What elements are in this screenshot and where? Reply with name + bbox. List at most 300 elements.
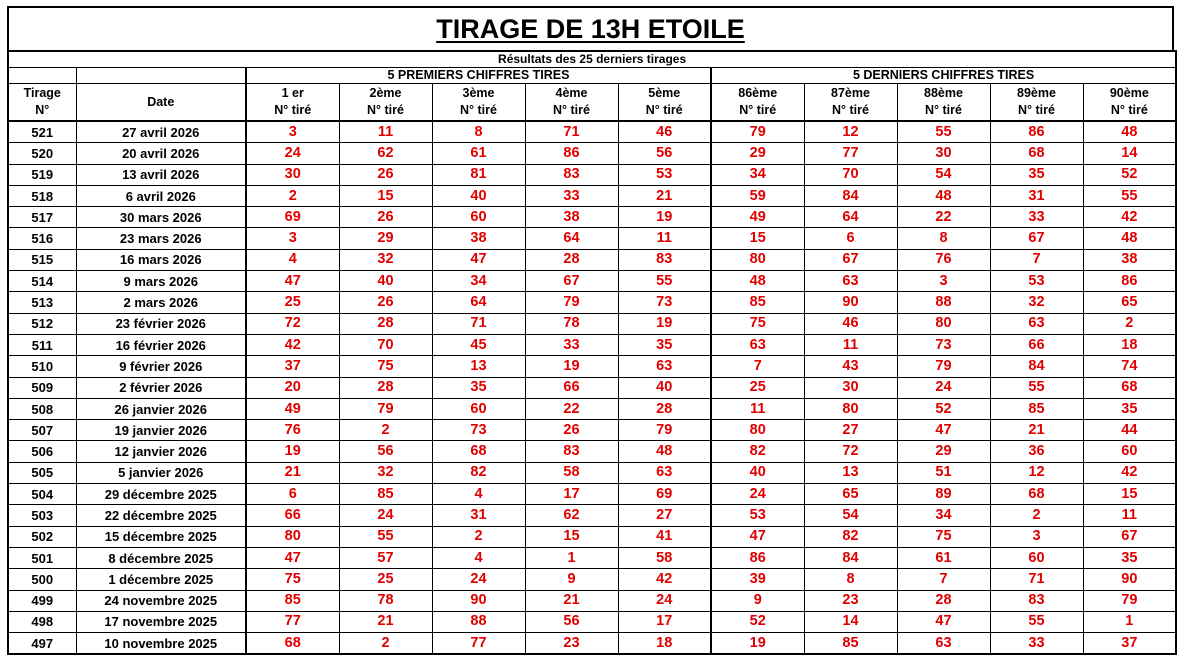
drawn-number: 47 (432, 249, 525, 270)
drawn-number: 21 (618, 185, 711, 206)
tirage-number: 500 (8, 569, 76, 590)
drawn-number: 24 (897, 377, 990, 398)
header-col-rank: 90ème (1109, 86, 1149, 100)
drawn-number: 21 (990, 420, 1083, 441)
tirage-number: 507 (8, 420, 76, 441)
drawn-number: 90 (804, 292, 897, 313)
draw-date: 19 janvier 2026 (76, 420, 246, 441)
drawn-number: 88 (432, 611, 525, 632)
table-row (8, 526, 1176, 547)
draw-date: 26 janvier 2026 (76, 398, 246, 419)
drawn-number: 53 (711, 505, 804, 526)
drawn-number: 56 (339, 441, 432, 462)
drawn-number: 36 (990, 441, 1083, 462)
drawn-number: 86 (990, 121, 1083, 143)
drawn-number: 40 (432, 185, 525, 206)
tirage-number: 499 (8, 590, 76, 611)
drawn-number: 63 (618, 462, 711, 483)
drawn-number: 13 (804, 462, 897, 483)
draw-date: 22 décembre 2025 (76, 505, 246, 526)
drawn-number: 83 (618, 249, 711, 270)
table-row (8, 377, 1176, 398)
group-first-five: 5 PREMIERS CHIFFRES TIRES (246, 68, 711, 84)
drawn-number: 48 (1083, 228, 1176, 249)
drawn-number: 7 (711, 356, 804, 377)
table-row (8, 356, 1176, 377)
draw-date: 8 décembre 2025 (76, 547, 246, 568)
drawn-number: 65 (804, 484, 897, 505)
draw-date: 23 mars 2026 (76, 228, 246, 249)
drawn-number: 72 (246, 313, 339, 334)
drawn-number: 2 (990, 505, 1083, 526)
drawn-number: 79 (525, 292, 618, 313)
drawn-number: 58 (525, 462, 618, 483)
drawn-number: 39 (711, 569, 804, 590)
drawn-number: 29 (711, 143, 804, 164)
drawn-number: 75 (339, 356, 432, 377)
drawn-number: 55 (897, 121, 990, 143)
drawn-number: 76 (246, 420, 339, 441)
header-col-label: N° tiré (739, 103, 777, 117)
table-row (8, 249, 1176, 270)
table-row (8, 271, 1176, 292)
drawn-number: 17 (525, 484, 618, 505)
header-col-7 (804, 84, 897, 122)
group-last-five: 5 DERNIERS CHIFFRES TIRES (711, 68, 1176, 84)
drawn-number: 29 (897, 441, 990, 462)
drawn-number: 69 (246, 207, 339, 228)
drawn-number: 33 (990, 207, 1083, 228)
drawn-number: 11 (1083, 505, 1176, 526)
drawn-number: 32 (339, 462, 432, 483)
drawn-number: 37 (1083, 633, 1176, 655)
drawn-number: 64 (804, 207, 897, 228)
table-row (8, 334, 1176, 355)
draw-date: 12 janvier 2026 (76, 441, 246, 462)
tirage-number: 521 (8, 121, 76, 143)
draw-date: 9 mars 2026 (76, 271, 246, 292)
drawn-number: 26 (339, 292, 432, 313)
drawn-number: 63 (618, 356, 711, 377)
drawn-number: 77 (246, 611, 339, 632)
header-col-rank: 1 er (281, 86, 304, 100)
drawn-number: 85 (804, 633, 897, 655)
drawn-number: 70 (804, 164, 897, 185)
drawn-number: 85 (246, 590, 339, 611)
drawn-number: 19 (525, 356, 618, 377)
drawn-number: 21 (525, 590, 618, 611)
drawn-number: 63 (711, 334, 804, 355)
drawn-number: 3 (897, 271, 990, 292)
draw-date: 17 novembre 2025 (76, 611, 246, 632)
drawn-number: 77 (804, 143, 897, 164)
drawn-number: 12 (804, 121, 897, 143)
drawn-number: 53 (990, 271, 1083, 292)
tirage-number: 514 (8, 271, 76, 292)
drawn-number: 84 (804, 185, 897, 206)
drawn-number: 66 (990, 334, 1083, 355)
tirage-number: 513 (8, 292, 76, 313)
drawn-number: 68 (432, 441, 525, 462)
header-col-label: N° tiré (274, 103, 312, 117)
drawn-number: 62 (339, 143, 432, 164)
table-row (8, 121, 1176, 143)
column-header-row (8, 84, 1176, 122)
drawn-number: 75 (711, 313, 804, 334)
table-row (8, 569, 1176, 590)
drawn-number: 2 (432, 526, 525, 547)
table-row (8, 207, 1176, 228)
table-row (8, 185, 1176, 206)
drawn-number: 9 (711, 590, 804, 611)
tirage-number: 505 (8, 462, 76, 483)
drawn-number: 42 (1083, 207, 1176, 228)
drawn-number: 85 (990, 398, 1083, 419)
subtitle-row (8, 51, 1176, 68)
drawn-number: 70 (339, 334, 432, 355)
drawn-number: 32 (990, 292, 1083, 313)
drawn-number: 28 (618, 398, 711, 419)
drawn-number: 32 (339, 249, 432, 270)
drawn-number: 24 (339, 505, 432, 526)
draw-date: 2 février 2026 (76, 377, 246, 398)
drawn-number: 60 (990, 547, 1083, 568)
drawn-number: 42 (246, 334, 339, 355)
drawn-number: 46 (804, 313, 897, 334)
drawn-number: 25 (711, 377, 804, 398)
subtitle: Résultats des 25 derniers tirages (8, 51, 1176, 68)
drawn-number: 63 (990, 313, 1083, 334)
header-col-rank: 5ème (648, 86, 681, 100)
table-row (8, 441, 1176, 462)
header-date: Date (76, 84, 246, 122)
drawn-number: 31 (432, 505, 525, 526)
drawn-number: 46 (618, 121, 711, 143)
drawn-number: 73 (897, 334, 990, 355)
header-col-1 (246, 84, 339, 122)
drawn-number: 40 (618, 377, 711, 398)
page-title-box (7, 6, 1174, 50)
drawn-number: 47 (246, 547, 339, 568)
drawn-number: 47 (711, 526, 804, 547)
drawn-number: 29 (339, 228, 432, 249)
drawn-number: 47 (246, 271, 339, 292)
drawn-number: 79 (897, 356, 990, 377)
tirage-number: 516 (8, 228, 76, 249)
drawn-number: 26 (339, 164, 432, 185)
drawn-number: 13 (432, 356, 525, 377)
drawn-number: 83 (990, 590, 1083, 611)
drawn-number: 35 (1083, 398, 1176, 419)
drawn-number: 19 (711, 633, 804, 655)
drawn-number: 78 (525, 313, 618, 334)
drawn-number: 1 (525, 547, 618, 568)
drawn-number: 56 (618, 143, 711, 164)
drawn-number: 19 (618, 207, 711, 228)
table-row (8, 313, 1176, 334)
tirage-number: 519 (8, 164, 76, 185)
drawn-number: 14 (1083, 143, 1176, 164)
drawn-number: 68 (246, 633, 339, 655)
drawn-number: 82 (711, 441, 804, 462)
drawn-number: 40 (339, 271, 432, 292)
draw-date: 1 décembre 2025 (76, 569, 246, 590)
drawn-number: 64 (432, 292, 525, 313)
header-col-8 (897, 84, 990, 122)
header-col-label: N° tiré (645, 103, 683, 117)
drawn-number: 78 (339, 590, 432, 611)
drawn-number: 26 (339, 207, 432, 228)
results-sheet (7, 6, 1174, 655)
drawn-number: 73 (432, 420, 525, 441)
draw-date: 6 avril 2026 (76, 185, 246, 206)
drawn-number: 84 (990, 356, 1083, 377)
drawn-number: 19 (618, 313, 711, 334)
drawn-number: 48 (1083, 121, 1176, 143)
drawn-number: 75 (897, 526, 990, 547)
drawn-number: 17 (618, 611, 711, 632)
table-row (8, 292, 1176, 313)
tirage-number: 498 (8, 611, 76, 632)
tirage-number: 502 (8, 526, 76, 547)
drawn-number: 82 (804, 526, 897, 547)
drawn-number: 60 (432, 398, 525, 419)
table-row (8, 164, 1176, 185)
tirage-number: 511 (8, 334, 76, 355)
draw-date: 13 avril 2026 (76, 164, 246, 185)
tirage-number: 506 (8, 441, 76, 462)
drawn-number: 51 (897, 462, 990, 483)
drawn-number: 86 (525, 143, 618, 164)
drawn-number: 83 (525, 441, 618, 462)
drawn-number: 67 (525, 271, 618, 292)
drawn-number: 89 (897, 484, 990, 505)
drawn-number: 28 (525, 249, 618, 270)
table-row (8, 228, 1176, 249)
drawn-number: 21 (339, 611, 432, 632)
drawn-number: 43 (804, 356, 897, 377)
tirage-number: 508 (8, 398, 76, 419)
drawn-number: 53 (618, 164, 711, 185)
drawn-number: 33 (525, 185, 618, 206)
drawn-number: 8 (897, 228, 990, 249)
table-row (8, 462, 1176, 483)
header-col-rank: 88ème (924, 86, 963, 100)
drawn-number: 15 (1083, 484, 1176, 505)
drawn-number: 63 (804, 271, 897, 292)
drawn-number: 60 (1083, 441, 1176, 462)
drawn-number: 2 (339, 420, 432, 441)
drawn-number: 25 (339, 569, 432, 590)
drawn-number: 30 (246, 164, 339, 185)
drawn-number: 11 (618, 228, 711, 249)
group-empty-cell (76, 68, 246, 84)
drawn-number: 57 (339, 547, 432, 568)
drawn-number: 85 (711, 292, 804, 313)
drawn-number: 38 (1083, 249, 1176, 270)
drawn-number: 66 (525, 377, 618, 398)
drawn-number: 49 (711, 207, 804, 228)
drawn-number: 2 (1083, 313, 1176, 334)
drawn-number: 80 (804, 398, 897, 419)
drawn-number: 14 (804, 611, 897, 632)
table-row (8, 143, 1176, 164)
header-col-label: N° tiré (553, 103, 590, 117)
header-col-5 (618, 84, 711, 122)
header-col-4 (525, 84, 618, 122)
draw-date: 16 mars 2026 (76, 249, 246, 270)
drawn-number: 67 (990, 228, 1083, 249)
drawn-number: 66 (246, 505, 339, 526)
tirage-number: 515 (8, 249, 76, 270)
drawn-number: 12 (990, 462, 1083, 483)
draw-date: 16 février 2026 (76, 334, 246, 355)
drawn-number: 20 (246, 377, 339, 398)
drawn-number: 60 (432, 207, 525, 228)
drawn-number: 75 (246, 569, 339, 590)
drawn-number: 28 (897, 590, 990, 611)
drawn-number: 54 (897, 164, 990, 185)
drawn-number: 68 (1083, 377, 1176, 398)
tirage-number: 510 (8, 356, 76, 377)
drawn-number: 47 (897, 420, 990, 441)
drawn-number: 34 (432, 271, 525, 292)
table-row (8, 420, 1176, 441)
drawn-number: 79 (711, 121, 804, 143)
drawn-number: 49 (246, 398, 339, 419)
drawn-number: 19 (246, 441, 339, 462)
drawn-number: 85 (339, 484, 432, 505)
drawn-number: 80 (897, 313, 990, 334)
drawn-number: 80 (246, 526, 339, 547)
drawn-number: 33 (525, 334, 618, 355)
drawn-number: 84 (804, 547, 897, 568)
drawn-number: 28 (339, 313, 432, 334)
drawn-number: 86 (711, 547, 804, 568)
drawn-number: 27 (618, 505, 711, 526)
drawn-number: 35 (618, 334, 711, 355)
drawn-number: 1 (1083, 611, 1176, 632)
drawn-number: 3 (990, 526, 1083, 547)
drawn-number: 56 (525, 611, 618, 632)
header-col-rank: 4ème (555, 86, 588, 100)
draw-date: 15 décembre 2025 (76, 526, 246, 547)
drawn-number: 38 (525, 207, 618, 228)
drawn-number: 52 (711, 611, 804, 632)
header-col-label: N° tiré (832, 103, 869, 117)
drawn-number: 82 (432, 462, 525, 483)
drawn-number: 4 (246, 249, 339, 270)
header-col-3 (432, 84, 525, 122)
drawn-number: 68 (990, 484, 1083, 505)
tirage-number: 512 (8, 313, 76, 334)
tirage-number: 501 (8, 547, 76, 568)
drawn-number: 25 (246, 292, 339, 313)
drawn-number: 18 (1083, 334, 1176, 355)
drawn-number: 30 (897, 143, 990, 164)
drawn-number: 30 (804, 377, 897, 398)
table-row (8, 633, 1176, 655)
drawn-number: 77 (432, 633, 525, 655)
drawn-number: 52 (1083, 164, 1176, 185)
drawn-number: 4 (432, 547, 525, 568)
drawn-number: 48 (711, 271, 804, 292)
drawn-number: 67 (1083, 526, 1176, 547)
drawn-number: 23 (525, 633, 618, 655)
header-col-label: N° tiré (1018, 103, 1055, 117)
drawn-number: 34 (711, 164, 804, 185)
group-header-row (8, 68, 1176, 84)
drawn-number: 42 (618, 569, 711, 590)
tirage-number: 520 (8, 143, 76, 164)
drawn-number: 15 (525, 526, 618, 547)
header-col-label: N° tiré (460, 103, 497, 117)
drawn-number: 83 (525, 164, 618, 185)
drawn-number: 90 (1083, 569, 1176, 590)
drawn-number: 38 (432, 228, 525, 249)
drawn-number: 6 (246, 484, 339, 505)
drawn-number: 33 (990, 633, 1083, 655)
drawn-number: 6 (804, 228, 897, 249)
tirage-number: 504 (8, 484, 76, 505)
drawn-number: 45 (432, 334, 525, 355)
drawn-number: 23 (804, 590, 897, 611)
table-row (8, 547, 1176, 568)
header-col-2 (339, 84, 432, 122)
header-col-label: N° tiré (1110, 103, 1148, 117)
drawn-number: 7 (990, 249, 1083, 270)
drawn-number: 24 (432, 569, 525, 590)
drawn-number: 35 (1083, 547, 1176, 568)
drawn-number: 71 (432, 313, 525, 334)
drawn-number: 24 (246, 143, 339, 164)
drawn-number: 8 (804, 569, 897, 590)
drawn-number: 62 (525, 505, 618, 526)
table-row (8, 611, 1176, 632)
drawn-number: 71 (990, 569, 1083, 590)
header-tirage-line1: Tirage (23, 86, 61, 100)
drawn-number: 69 (618, 484, 711, 505)
drawn-number: 79 (618, 420, 711, 441)
draw-date: 29 décembre 2025 (76, 484, 246, 505)
drawn-number: 44 (1083, 420, 1176, 441)
drawn-number: 24 (618, 590, 711, 611)
drawn-number: 55 (339, 526, 432, 547)
drawn-number: 55 (990, 377, 1083, 398)
drawn-number: 71 (525, 121, 618, 143)
drawn-number: 86 (1083, 271, 1176, 292)
drawn-number: 55 (1083, 185, 1176, 206)
drawn-number: 55 (990, 611, 1083, 632)
drawn-number: 65 (1083, 292, 1176, 313)
tirage-number: 509 (8, 377, 76, 398)
drawn-number: 18 (618, 633, 711, 655)
drawn-number: 48 (897, 185, 990, 206)
draw-date: 24 novembre 2025 (76, 590, 246, 611)
drawn-number: 15 (339, 185, 432, 206)
drawn-number: 61 (897, 547, 990, 568)
group-empty-cell (8, 68, 76, 84)
drawn-number: 73 (618, 292, 711, 313)
drawn-number: 11 (339, 121, 432, 143)
drawn-number: 88 (897, 292, 990, 313)
drawn-number: 21 (246, 462, 339, 483)
drawn-number: 8 (432, 121, 525, 143)
header-col-9 (990, 84, 1083, 122)
header-col-6 (711, 84, 804, 122)
header-col-label: N° tiré (367, 103, 404, 117)
drawn-number: 72 (804, 441, 897, 462)
